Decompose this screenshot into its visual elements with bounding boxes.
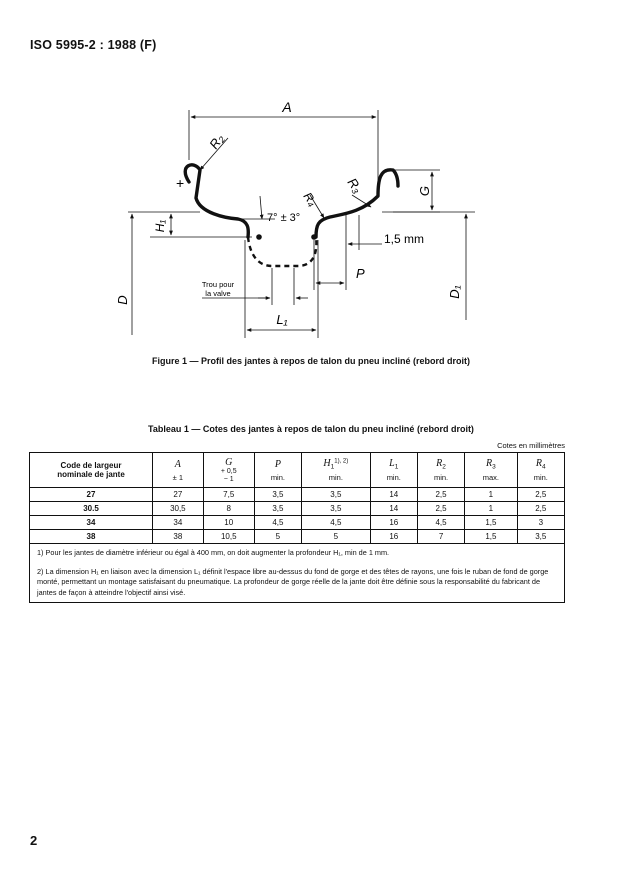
- header-code: [30, 453, 153, 488]
- cell-r4: 3,5: [517, 530, 564, 544]
- header-code-line2: nominale de jante: [57, 470, 125, 479]
- cell-r2: 4,5: [417, 516, 464, 530]
- label-d1: D₁: [447, 285, 462, 299]
- cell-h1: 3,5: [302, 488, 371, 502]
- label-a: A: [282, 99, 292, 115]
- valve-point-left: [256, 234, 262, 240]
- cell-r3: 1,5: [465, 516, 517, 530]
- cell-r4: 2,5: [517, 502, 564, 516]
- label-valve-1: Trou pour: [201, 280, 235, 289]
- header-a: A ± 1: [153, 453, 204, 488]
- rim-dimensions-table: [29, 452, 565, 603]
- page-number: 2: [30, 833, 38, 848]
- table-row: [30, 516, 565, 530]
- cell-g: 10,5: [203, 530, 254, 544]
- table-note-row: [30, 563, 565, 603]
- cell-l1: 14: [370, 502, 417, 516]
- cell-p: 4,5: [254, 516, 301, 530]
- cell-h1: 3,5: [302, 502, 371, 516]
- cell-g: 8: [203, 502, 254, 516]
- dim-r3-line: [352, 195, 371, 207]
- cell-h1: 4,5: [302, 516, 371, 530]
- cell-l1: 14: [370, 488, 417, 502]
- label-r4: R₄: [300, 189, 320, 209]
- label-g: G: [417, 185, 432, 197]
- header-code-line1: Code de largeur: [60, 460, 122, 470]
- header-h1: $H_1^{1), 2)}$ min.: [302, 453, 371, 488]
- label-15mm: 1,5 mm: [384, 232, 425, 246]
- row-code: 38: [30, 530, 153, 544]
- cell-r4: 2,5: [517, 488, 564, 502]
- cell-a: 27: [153, 488, 204, 502]
- header-r4: $R_4$ min.: [517, 453, 564, 488]
- rim-profile-figure: [0, 0, 622, 350]
- rim-profile-line: [185, 165, 398, 237]
- row-code: 30.5: [30, 502, 153, 516]
- cell-r4: 3: [517, 516, 564, 530]
- header-p: P min.: [254, 453, 301, 488]
- header-r2: $R_2$ min.: [417, 453, 464, 488]
- table-note-row: [30, 544, 565, 563]
- center-mark: +: [176, 175, 185, 191]
- label-valve-2: la valve: [205, 289, 231, 298]
- cell-l1: 16: [370, 530, 417, 544]
- cell-p: 3,5: [254, 502, 301, 516]
- rim-well-dashed: [248, 237, 316, 266]
- angle-arrow: [260, 196, 262, 219]
- label-h1: H₁: [153, 219, 167, 233]
- header-r3: $R_3$ max.: [465, 453, 517, 488]
- table-row: [30, 488, 565, 502]
- label-d: D: [115, 295, 130, 305]
- table-row: [30, 530, 565, 544]
- label-r2: R₂: [206, 131, 227, 152]
- cell-g: 7,5: [203, 488, 254, 502]
- cell-r3: 1: [465, 502, 517, 516]
- units-note: Cotes en millimètres: [497, 441, 565, 450]
- cell-r3: 1,5: [465, 530, 517, 544]
- cell-a: 30,5: [153, 502, 204, 516]
- cell-r2: 2,5: [417, 502, 464, 516]
- cell-g: 10: [203, 516, 254, 530]
- cell-a: 38: [153, 530, 204, 544]
- cell-r2: 7: [417, 530, 464, 544]
- table-note-2: 2) La dimension H₁ en liaison avec la dimension L₁ définit l'espace libre au-dessus du fond de gorge et des têtes de rayons, une fois le ruban de fond de gorge monté, permettant un montage satisfaisant du pneumatique. La profondeur de gorge réelle de la jante doit être définie sous la responsabilité du fabricant de jantes de façon à atteindre l'objectif ainsi visé.: [30, 563, 565, 603]
- cell-a: 34: [153, 516, 204, 530]
- valve-point-right: [311, 234, 317, 240]
- cell-r3: 1: [465, 488, 517, 502]
- cell-r2: 2,5: [417, 488, 464, 502]
- row-code: 34: [30, 516, 153, 530]
- table-note-1: 1) Pour les jantes de diamètre inférieur ou égal à 400 mm, on doit augmenter la profondeur H₁, min de 1 mm.: [30, 544, 565, 563]
- cell-p: 3,5: [254, 488, 301, 502]
- table-row: [30, 502, 565, 516]
- label-r3: R₃: [344, 175, 366, 196]
- cell-p: 5: [254, 530, 301, 544]
- table-header-row: [30, 453, 565, 488]
- table-caption: Tableau 1 — Cotes des jantes à repos de talon du pneu incliné (rebord droit): [148, 424, 474, 434]
- row-code: 27: [30, 488, 153, 502]
- cell-h1: 5: [302, 530, 371, 544]
- figure-caption: Figure 1 — Profil des jantes à repos de talon du pneu incliné (rebord droit): [151, 356, 471, 366]
- standard-header: ISO 5995-2 : 1988 (F): [30, 38, 157, 52]
- label-p: P: [356, 266, 365, 281]
- label-angle: 7° ± 3°: [267, 212, 301, 224]
- header-g: G + 0,5 − 1: [203, 453, 254, 488]
- cell-l1: 16: [370, 516, 417, 530]
- header-l1: $L_1$ min.: [370, 453, 417, 488]
- label-l1: L₁: [276, 312, 288, 327]
